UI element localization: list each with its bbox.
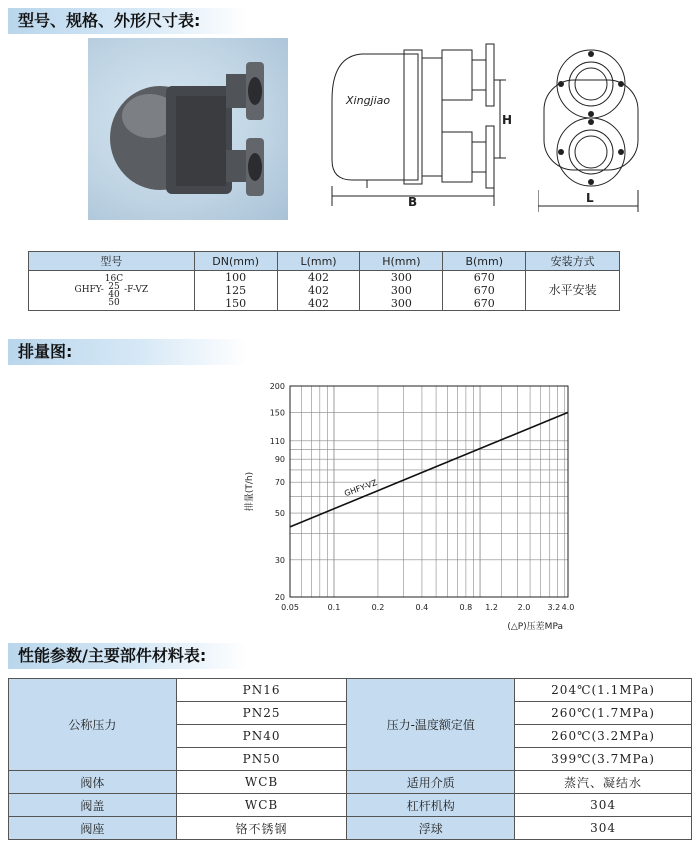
x-tick-label: 0.8: [459, 603, 473, 612]
model-suffix: -F-VZ: [124, 285, 149, 295]
front-view-drawing: [322, 40, 522, 216]
flow-chart: [238, 378, 578, 634]
table-row: [9, 794, 692, 817]
cell-h: 300: [360, 271, 443, 285]
pressure-value: PN16: [176, 679, 347, 702]
flow-section-title: 排量图:: [8, 339, 248, 365]
pressure-value: PN25: [176, 702, 347, 725]
pressure-value: PN40: [176, 725, 347, 748]
y-tick-label: 70: [274, 478, 285, 488]
y-tick-label: 110: [269, 436, 285, 446]
part-value: 蒸汽、凝结水: [515, 771, 692, 794]
specs-section-title: 型号、规格、外形尺寸表:: [8, 8, 248, 34]
table-row: [9, 771, 692, 794]
part-label: 阀座: [9, 817, 177, 840]
product-photo: [88, 38, 288, 220]
cell-b: 670: [443, 271, 526, 285]
cell-dn: 150: [194, 297, 277, 311]
dim-l-label: L: [586, 191, 594, 205]
material-table: [8, 678, 692, 840]
y-tick-label: 30: [274, 555, 285, 565]
install-cell: 水平安装: [526, 271, 620, 311]
rating-value: 399℃(3.7MPa): [515, 748, 692, 771]
model-cell: [29, 271, 195, 311]
x-tick-label: 1.2: [485, 603, 498, 612]
part-label: 适用介质: [347, 771, 515, 794]
header-b: B(mm): [443, 252, 526, 271]
header-model: 型号: [29, 252, 195, 271]
table-row: [9, 679, 692, 702]
cell-dn: 125: [194, 284, 277, 297]
y-axis-label: 排量(T/h): [245, 471, 255, 512]
cell-b: 670: [443, 297, 526, 311]
materials-section-title: 性能参数/主要部件材料表:: [8, 643, 248, 669]
side-view-drawing: [538, 40, 648, 216]
part-value: WCB: [176, 794, 347, 817]
cell-h: 300: [360, 297, 443, 311]
x-tick-label: 0.1: [327, 603, 341, 612]
model-pressure: 25: [108, 281, 120, 292]
cell-h: 300: [360, 284, 443, 297]
model-pressure: 16C: [104, 273, 124, 284]
x-tick-label: 2.0: [517, 603, 531, 612]
part-label: 杠杆机构: [347, 794, 515, 817]
y-tick-label: 20: [274, 593, 285, 602]
model-prefix: GHFY-: [74, 285, 104, 295]
part-value: WCB: [176, 771, 347, 794]
y-tick-label: 50: [274, 509, 285, 519]
x-axis-label: (△P)压差MPa: [507, 622, 563, 632]
dim-h-label: H: [502, 113, 513, 127]
rating-value: 204℃(1.1MPa): [515, 679, 692, 702]
y-tick-label: 200: [269, 382, 285, 391]
rating-value: 260℃(1.7MPa): [515, 702, 692, 725]
rating-label: 压力-温度额定值: [347, 679, 515, 771]
header-h: H(mm): [360, 252, 443, 271]
series-label: GHFY-VZ: [343, 478, 379, 499]
x-tick-label: 3.2: [547, 603, 561, 612]
x-tick-label: 4.0: [561, 603, 575, 612]
table-row: [29, 271, 620, 285]
model-pressure: 40: [108, 289, 120, 300]
header-install: 安装方式: [526, 252, 620, 271]
part-label: 阀体: [9, 771, 177, 794]
header-l: L(mm): [277, 252, 360, 271]
part-value: 304: [515, 817, 692, 840]
part-value: 铬不锈钢: [176, 817, 347, 840]
spec-table: [28, 251, 620, 311]
dim-b-label: B: [408, 195, 418, 209]
part-value: 304: [515, 794, 692, 817]
cell-l: 402: [277, 297, 360, 311]
part-label: 阀盖: [9, 794, 177, 817]
table-row: [9, 817, 692, 840]
brand-logo: Xingjiao: [346, 94, 391, 107]
rating-value: 260℃(3.2MPa): [515, 725, 692, 748]
y-tick-label: 150: [269, 408, 285, 418]
plot-frame: [290, 386, 568, 597]
spec-table-header: [29, 252, 620, 271]
y-tick-label: 90: [274, 455, 285, 465]
cell-l: 402: [277, 271, 360, 285]
part-label: 浮球: [347, 817, 515, 840]
header-dn: DN(mm): [194, 252, 277, 271]
series-line-ghfy-vz: [290, 412, 568, 526]
cell-l: 402: [277, 284, 360, 297]
cell-dn: 100: [194, 271, 277, 285]
pressure-value: PN50: [176, 748, 347, 771]
cell-b: 670: [443, 284, 526, 297]
x-tick-label: 0.2: [371, 603, 385, 612]
flow-chart-svg: [238, 378, 578, 634]
x-tick-label: 0.4: [415, 603, 429, 612]
model-pressure: 50: [108, 297, 120, 308]
pressure-label: 公称压力: [9, 679, 177, 771]
x-tick-label: 0.05: [281, 603, 299, 612]
